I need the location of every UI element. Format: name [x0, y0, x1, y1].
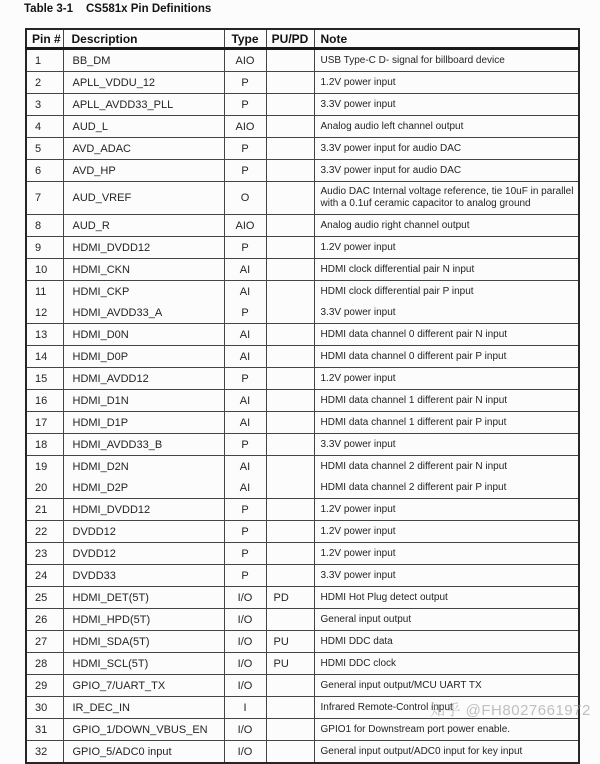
description-cell: GPIO_5/ADC0 input	[63, 741, 224, 764]
type-cell: P	[224, 72, 266, 94]
pupd-cell	[266, 609, 314, 631]
table-row	[26, 719, 579, 741]
type-cell: I/O	[224, 587, 266, 609]
table-row	[26, 160, 579, 182]
type-cell: I/O	[224, 653, 266, 675]
table-row	[26, 259, 579, 281]
pin-cell: 22	[26, 521, 63, 543]
type-cell: I/O	[224, 675, 266, 697]
table-row	[26, 675, 579, 697]
pupd-cell	[266, 49, 314, 72]
note-cell: HDMI data channel 0 different pair N input	[314, 324, 579, 346]
note-cell: 3.3V power input for audio DAC	[314, 138, 579, 160]
pin-cell: 21	[26, 499, 63, 521]
pin-cell: 1	[26, 49, 63, 72]
description-cell: AVD_HP	[63, 160, 224, 182]
column-header-pin: Pin #	[26, 29, 63, 49]
table-row	[26, 72, 579, 94]
table-row	[26, 456, 579, 478]
description-cell: DVDD12	[63, 521, 224, 543]
pupd-cell	[266, 72, 314, 94]
description-cell: HDMI_SDA(5T)	[63, 631, 224, 653]
note-cell: HDMI clock differential pair P input	[314, 281, 579, 303]
note-cell: 1.2V power input	[314, 521, 579, 543]
pupd-cell	[266, 543, 314, 565]
description-cell: HDMI_D1N	[63, 390, 224, 412]
type-cell: P	[224, 521, 266, 543]
pupd-cell	[266, 94, 314, 116]
type-cell: I/O	[224, 741, 266, 764]
note-cell: General input output	[314, 609, 579, 631]
type-cell: AIO	[224, 116, 266, 138]
table-row	[26, 587, 579, 609]
column-header-pupd: PU/PD	[266, 29, 314, 49]
pupd-cell: PU	[266, 631, 314, 653]
note-cell: Analog audio left channel output	[314, 116, 579, 138]
description-cell: HDMI_DET(5T)	[63, 587, 224, 609]
pin-cell: 32	[35, 745, 48, 758]
table-row	[26, 412, 579, 434]
note-cell: HDMI data channel 2 different pair N input	[314, 456, 579, 478]
table-row	[26, 477, 579, 499]
type-cell: O	[224, 182, 266, 215]
type-cell: I	[224, 697, 266, 719]
pin-cell: 18	[26, 434, 63, 456]
pin-cell: 27	[26, 631, 63, 653]
pupd-cell	[266, 434, 314, 456]
table-row	[26, 565, 579, 587]
pin-cell: 13	[26, 324, 63, 346]
description-cell: HDMI_DVDD12	[63, 499, 224, 521]
description-cell: HDMI_AVDD33_A	[63, 302, 224, 324]
pin-cell: 10	[26, 259, 63, 281]
type-cell: P	[224, 499, 266, 521]
description-cell: AUD_R	[63, 215, 224, 237]
column-header-type: Type	[224, 29, 266, 49]
description-cell: DVDD33	[63, 565, 224, 587]
table-title	[24, 3, 211, 15]
pupd-cell	[266, 675, 314, 697]
note-cell: 3.3V power input	[314, 302, 579, 324]
pupd-cell	[266, 116, 314, 138]
table-row	[26, 368, 579, 390]
description-cell: AUD_VREF	[63, 182, 224, 215]
pin-cell: 6	[26, 160, 63, 182]
note-cell: HDMI clock differential pair N input	[314, 259, 579, 281]
note-cell: 3.3V power input	[314, 434, 579, 456]
description-cell: HDMI_HPD(5T)	[63, 609, 224, 631]
type-cell: P	[224, 138, 266, 160]
type-cell: P	[224, 368, 266, 390]
description-cell: HDMI_CKN	[63, 259, 224, 281]
pupd-cell	[266, 215, 314, 237]
description-cell: BB_DM	[63, 49, 224, 72]
description-cell: HDMI_CKP	[63, 281, 224, 303]
pupd-cell	[266, 281, 314, 303]
pupd-cell	[266, 160, 314, 182]
description-cell: APLL_VDDU_12	[63, 72, 224, 94]
note-cell: USB Type-C D- signal for billboard device	[314, 49, 579, 72]
table-row	[26, 281, 579, 303]
type-cell: AI	[224, 259, 266, 281]
pupd-cell	[266, 346, 314, 368]
table-row	[26, 697, 579, 719]
description-cell: IR_DEC_IN	[63, 697, 224, 719]
pupd-cell	[266, 259, 314, 281]
table-row	[26, 390, 579, 412]
table-row	[26, 237, 579, 259]
pin-cell: 8	[26, 215, 63, 237]
type-cell: AIO	[224, 215, 266, 237]
note-cell: HDMI Hot Plug detect output	[314, 587, 579, 609]
note-cell: 3.3V power input for audio DAC	[314, 160, 579, 182]
note-cell: Audio DAC Internal voltage reference, tie 10uF in parallel with a 0.1uf ceramic capacitor to analog ground	[314, 182, 579, 215]
description-cell: APLL_AVDD33_PLL	[63, 94, 224, 116]
pin-cell: 17	[26, 412, 63, 434]
pupd-cell	[266, 182, 314, 215]
description-cell: HDMI_AVDD33_B	[63, 434, 224, 456]
note-cell: General input output/MCU UART TX	[314, 675, 579, 697]
note-cell: Analog audio right channel output	[314, 215, 579, 237]
pupd-cell: PD	[266, 587, 314, 609]
pupd-cell	[266, 477, 314, 499]
table-row	[26, 609, 579, 631]
pin-cell: 26	[26, 609, 63, 631]
table-row	[26, 499, 579, 521]
pupd-cell	[266, 302, 314, 324]
pin-cell: 2	[26, 72, 63, 94]
watermark: 知乎 @FH8027661972	[430, 702, 591, 719]
description-cell: HDMI_D2N	[63, 456, 224, 478]
pupd-cell	[266, 741, 314, 764]
note-cell: 3.3V power input	[314, 94, 579, 116]
note-cell: 3.3V power input	[314, 565, 579, 587]
type-cell: AI	[224, 456, 266, 478]
table-row	[26, 653, 579, 675]
type-cell: P	[224, 237, 266, 259]
pupd-cell	[266, 565, 314, 587]
type-cell: AI	[224, 346, 266, 368]
type-cell: AI	[224, 281, 266, 303]
description-cell: GPIO_7/UART_TX	[63, 675, 224, 697]
type-cell: AI	[224, 324, 266, 346]
note-cell: HDMI DDC clock	[314, 653, 579, 675]
note-cell: HDMI data channel 0 different pair P input	[314, 346, 579, 368]
pupd-cell	[266, 412, 314, 434]
pin-cell: 7	[26, 182, 63, 215]
description-cell: GPIO_1/DOWN_VBUS_EN	[63, 719, 224, 741]
type-cell: P	[224, 434, 266, 456]
pupd-cell	[266, 521, 314, 543]
table-row	[26, 521, 579, 543]
type-cell: I/O	[224, 631, 266, 653]
note-cell: GPIO1 for Downstream port power enable.	[314, 719, 579, 741]
note-cell: HDMI data channel 1 different pair P input	[314, 412, 579, 434]
table-row	[26, 741, 579, 764]
pupd-cell	[266, 390, 314, 412]
description-cell: HDMI_SCL(5T)	[63, 653, 224, 675]
type-cell: AI	[224, 412, 266, 434]
table-row	[26, 215, 579, 237]
table-row	[26, 346, 579, 368]
pin-cell: 5	[26, 138, 63, 160]
description-cell: HDMI_D1P	[63, 412, 224, 434]
type-cell: AI	[224, 390, 266, 412]
type-cell: P	[224, 565, 266, 587]
type-cell: AIO	[224, 49, 266, 72]
pin-cell: 28	[26, 653, 63, 675]
pupd-cell	[266, 697, 314, 719]
description-cell: HDMI_D0N	[63, 324, 224, 346]
pupd-cell	[266, 237, 314, 259]
column-header-note: Note	[314, 29, 579, 49]
description-cell: AUD_L	[63, 116, 224, 138]
table-body	[26, 49, 579, 764]
table-row	[26, 94, 579, 116]
type-cell: P	[224, 94, 266, 116]
header-row	[26, 29, 579, 49]
pin-cell: 31	[26, 719, 63, 741]
description-cell: HDMI_D0P	[63, 346, 224, 368]
description-cell: AVD_ADAC	[63, 138, 224, 160]
pupd-cell	[266, 138, 314, 160]
pupd-cell	[266, 456, 314, 478]
note-cell: 1.2V power input	[314, 499, 579, 521]
pin-cell: 9	[26, 237, 63, 259]
type-cell: P	[224, 160, 266, 182]
type-cell: P	[224, 302, 266, 324]
pupd-cell	[266, 324, 314, 346]
pupd-cell	[266, 368, 314, 390]
table-row	[26, 49, 579, 72]
table-row	[26, 116, 579, 138]
note-cell: 1.2V power input	[314, 237, 579, 259]
table-row	[26, 324, 579, 346]
type-cell: I/O	[224, 719, 266, 741]
type-cell: I/O	[224, 609, 266, 631]
table-title-label: Table 3-1	[24, 3, 73, 15]
note-cell: 1.2V power input	[314, 543, 579, 565]
type-cell: P	[224, 543, 266, 565]
note-cell: 1.2V power input	[314, 368, 579, 390]
table-row	[26, 182, 579, 215]
description-cell: DVDD12	[63, 543, 224, 565]
table-row	[26, 302, 579, 324]
note-cell: General input output/ADC0 input for key input	[314, 741, 579, 764]
pin-cell: 15	[26, 368, 63, 390]
table-row	[26, 138, 579, 160]
note-cell: HDMI data channel 1 different pair N input	[314, 390, 579, 412]
pin-definitions-table	[25, 28, 580, 764]
column-header-description: Description	[63, 29, 224, 49]
pin-cell: 4	[26, 116, 63, 138]
note-cell: Infrared Remote-Control input	[314, 697, 579, 719]
table-row	[26, 434, 579, 456]
pin-cell: 29	[26, 675, 63, 697]
note-cell: 1.2V power input	[314, 72, 579, 94]
pin-cell: 11	[35, 285, 47, 298]
pin-cell: 25	[26, 587, 63, 609]
pupd-cell	[266, 499, 314, 521]
description-cell: HDMI_AVDD12	[63, 368, 224, 390]
table-row	[26, 543, 579, 565]
description-cell: HDMI_D2P	[63, 477, 224, 499]
pupd-cell	[266, 719, 314, 741]
pin-cell: 3	[26, 94, 63, 116]
pin-cell: 30	[26, 697, 63, 719]
pin-cell: 23	[26, 543, 63, 565]
type-cell: AI	[224, 477, 266, 499]
pin-cell: 24	[26, 565, 63, 587]
pin-cell: 14	[26, 346, 63, 368]
pin-cell: 12	[26, 302, 63, 324]
description-cell: HDMI_DVDD12	[63, 237, 224, 259]
note-cell: HDMI data channel 2 different pair P input	[314, 477, 579, 499]
pin-cell: 19	[35, 460, 48, 473]
table-title-name: CS581x Pin Definitions	[86, 3, 212, 15]
table-row	[26, 631, 579, 653]
pin-cell: 16	[26, 390, 63, 412]
pin-cell: 20	[26, 477, 63, 499]
pupd-cell: PU	[266, 653, 314, 675]
note-cell: HDMI DDC data	[314, 631, 579, 653]
